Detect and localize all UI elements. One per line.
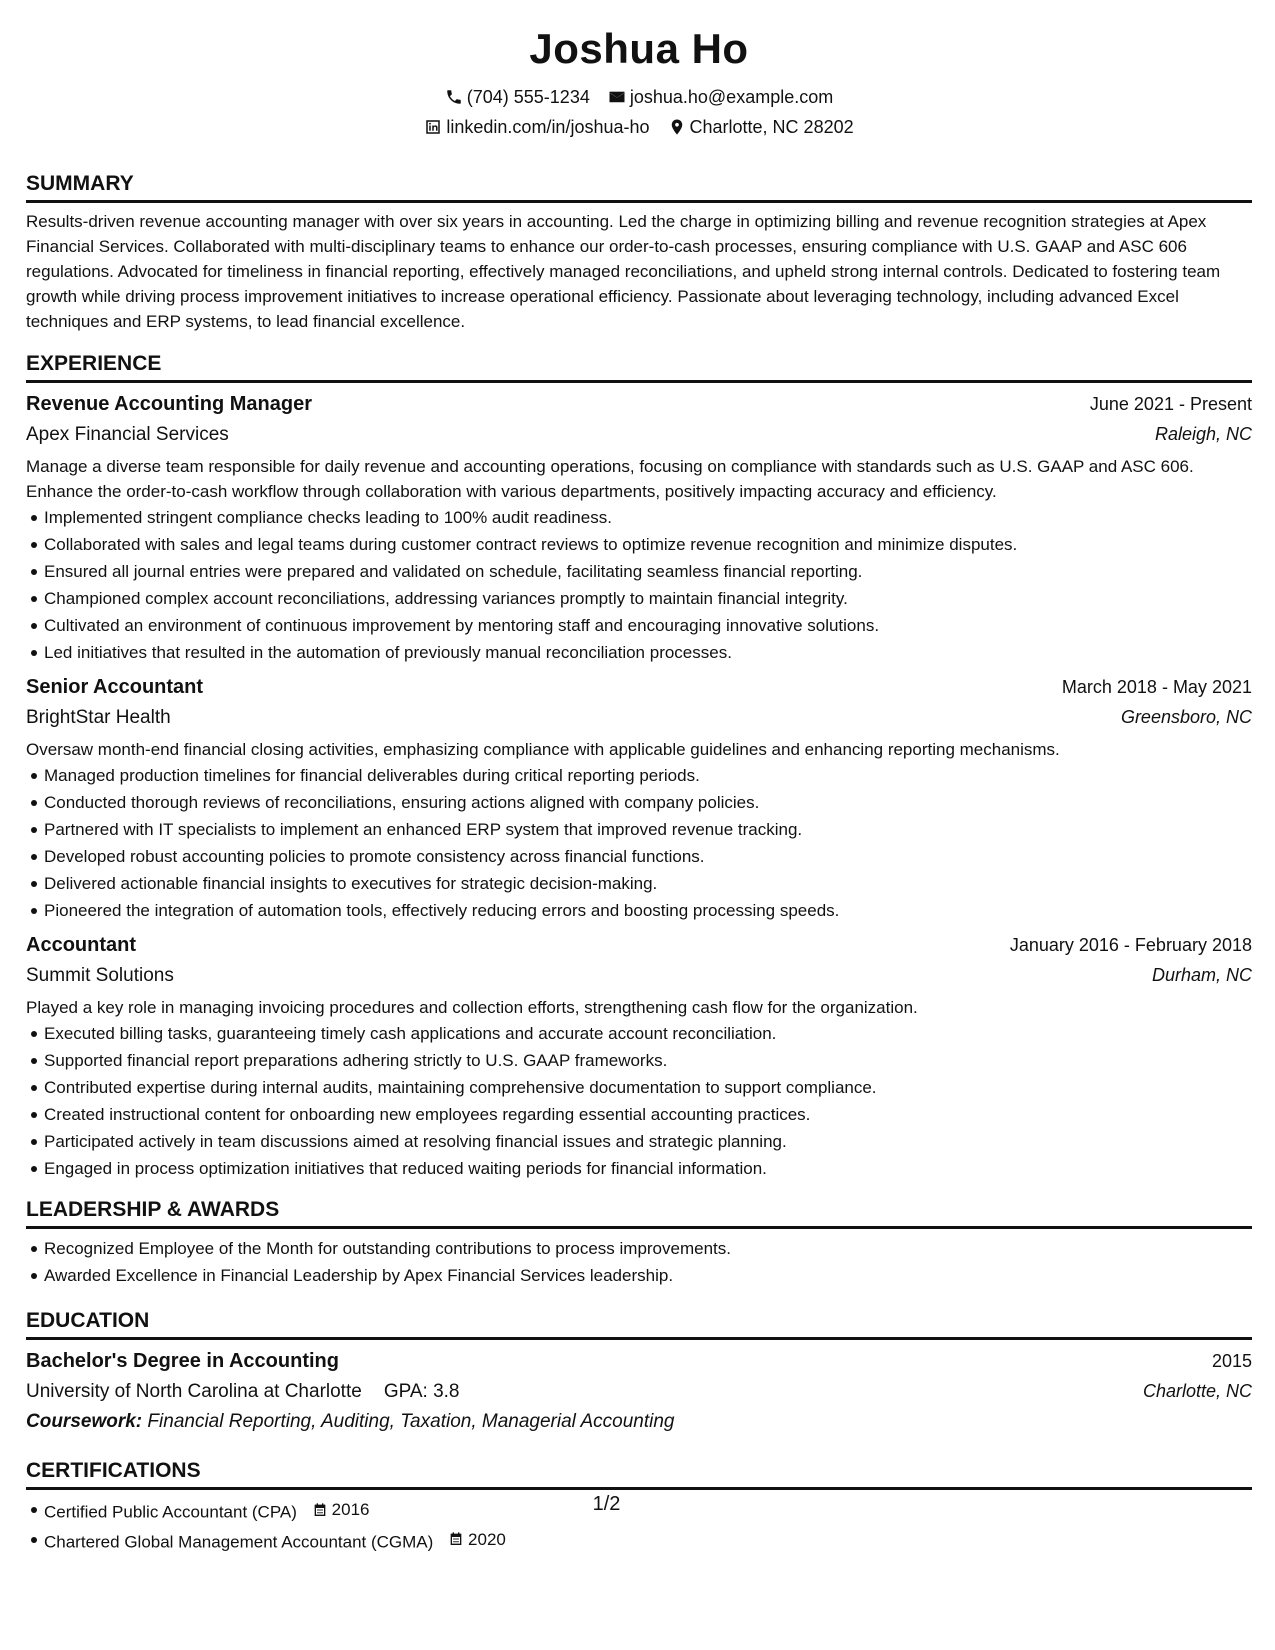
job-company: Summit Solutions	[26, 965, 174, 986]
leadership-bullets	[26, 1235, 1252, 1289]
bullet-item: Conducted thorough reviews of reconciliations, ensuring actions aligned with company policies.	[44, 789, 1252, 816]
location-text: Charlotte, NC 28202	[689, 117, 854, 137]
graduation-year: 2015	[1211, 1351, 1252, 1371]
bullet-item: Recognized Employee of the Month for outstanding contributions to process improvements.	[44, 1235, 1252, 1262]
bullet-item: Engaged in process optimization initiatives that reduced waiting periods for financial information.	[44, 1155, 1252, 1182]
certification-name: Chartered Global Management Accountant (CGMA)	[44, 1532, 434, 1551]
certification-item	[44, 1526, 1252, 1556]
section-title-leadership: LEADERSHIP & AWARDS	[26, 1196, 1252, 1229]
job-title: Accountant	[26, 934, 136, 956]
map-pin-icon	[668, 118, 686, 136]
certification-year: 2016	[331, 1500, 370, 1519]
contact-email[interactable]	[608, 82, 833, 112]
certification-year: 2020	[468, 1529, 506, 1549]
job-title: Revenue Accounting Manager	[26, 393, 312, 415]
contact-line-1	[26, 82, 1252, 112]
job-bullets	[26, 1020, 1252, 1182]
contact-line-2	[26, 112, 1252, 142]
phone-text: (704) 555-1234	[466, 87, 590, 107]
job-location: Durham, NC	[1151, 965, 1252, 985]
job-summary: Played a key role in managing invoicing procedures and collection efforts, strengthening cash flow for the organization.	[26, 998, 918, 1017]
bullet-item: Developed robust accounting policies to promote consistency across financial functions.	[44, 843, 1252, 870]
experience-section	[26, 350, 1252, 1182]
envelope-icon	[608, 88, 626, 106]
school-location: Charlotte, NC	[1142, 1381, 1252, 1401]
page-number: 1/2	[592, 1493, 621, 1515]
school-name: University of North Carolina at Charlotte	[26, 1381, 362, 1402]
section-title-certifications: CERTIFICATIONS	[26, 1457, 1252, 1490]
bullet-item: Supported financial report preparations adhering strictly to U.S. GAAP frameworks.	[44, 1047, 1252, 1074]
bullet-item: Created instructional content for onboarding new employees regarding essential accounting practices.	[44, 1101, 1252, 1128]
bullet-item: Implemented stringent compliance checks leading to 100% audit readiness.	[44, 504, 1252, 531]
job-dates: March 2018 - May 2021	[1061, 677, 1252, 697]
bullet-item: Delivered actionable financial insights to executives for strategic decision-making.	[44, 870, 1252, 897]
gpa: GPA: 3.8	[383, 1381, 460, 1402]
job-summary: Manage a diverse team responsible for daily revenue and accounting operations, focusing on compliance with standards such as U.S. GAAP and ASC 606. Enhance the order-to-cash workflow through collaboration with various departments, positively impacting accuracy and efficiency.	[26, 457, 1194, 501]
job-bullets	[26, 762, 1252, 924]
calendar-icon	[448, 1531, 464, 1547]
coursework-label: Coursework:	[26, 1411, 143, 1432]
leadership-section	[26, 1196, 1252, 1289]
bullet-item: Championed complex account reconciliations, addressing variances promptly to maintain financial integrity.	[44, 585, 1252, 612]
bullet-item: Pioneered the integration of automation tools, effectively reducing errors and boosting processing speeds.	[44, 897, 1252, 924]
bullet-item: Managed production timelines for financial deliverables during critical reporting periods.	[44, 762, 1252, 789]
job-dates: June 2021 - Present	[1089, 394, 1252, 414]
bullet-item: Led initiatives that resulted in the automation of previously manual reconciliation processes.	[44, 639, 1252, 666]
job-dates: January 2016 - February 2018	[1009, 935, 1252, 955]
job-location: Greensboro, NC	[1120, 707, 1252, 727]
bullet-item: Collaborated with sales and legal teams during customer contract reviews to optimize revenue recognition and minimize disputes.	[44, 531, 1252, 558]
school-line	[26, 1377, 460, 1407]
contact-linkedin[interactable]	[424, 112, 649, 142]
section-title-education: EDUCATION	[26, 1307, 1252, 1340]
summary-text: Results-driven revenue accounting manager with over six years in accounting. Led the charge in optimizing billing and revenue recognition strategies at Apex Financial Services. Collaborated with multi-disciplinary teams to enhance our order-to-cash processes, ensuring compliance with U.S. GAAP and ASC 606 regulations. Advocated for timeliness in financial reporting, effectively managed reconciliations, and upheld strong internal controls. Dedicated to fostering team growth while driving process improvement initiatives to increase operational efficiency. Passionate about leveraging technology, including advanced Excel techniques and ERP systems, to lead financial excellence.	[26, 212, 1221, 331]
resume-page	[26, 20, 1252, 1555]
section-title-experience: EXPERIENCE	[26, 350, 1252, 383]
job-company: BrightStar Health	[26, 707, 171, 728]
education-section	[26, 1307, 1252, 1437]
job-entry	[26, 672, 1252, 924]
bullet-item: Ensured all journal entries were prepared and validated on schedule, facilitating seamless financial reporting.	[44, 558, 1252, 585]
email-link[interactable]: joshua.ho@example.com	[629, 87, 834, 107]
summary-section	[26, 170, 1252, 334]
certification-name: Certified Public Accountant (CPA)	[44, 1502, 297, 1522]
phone-icon	[445, 88, 463, 106]
job-location: Raleigh, NC	[1154, 424, 1252, 444]
bullet-item: Partnered with IT specialists to implement an enhanced ERP system that improved revenue tracking.	[44, 816, 1252, 843]
section-title-summary: SUMMARY	[26, 170, 1252, 203]
job-summary: Oversaw month-end financial closing activities, emphasizing compliance with applicable guidelines and enhancing reporting mechanisms.	[26, 740, 1060, 759]
contact-phone	[445, 82, 590, 112]
coursework-line	[26, 1407, 1252, 1437]
coursework-list: Financial Reporting, Auditing, Taxation, Managerial Accounting	[147, 1411, 675, 1432]
linkedin-link[interactable]: linkedin.com/in/joshua-ho	[446, 117, 650, 137]
bullet-item: Awarded Excellence in Financial Leadership by Apex Financial Services leadership.	[44, 1262, 1252, 1289]
bullet-item: Cultivated an environment of continuous improvement by mentoring staff and encouraging innovative solutions.	[44, 612, 1252, 639]
job-entry	[26, 930, 1252, 1182]
bullet-item: Participated actively in team discussions aimed at resolving financial issues and strategic planning.	[44, 1128, 1252, 1155]
job-bullets	[26, 504, 1252, 666]
bullet-item: Executed billing tasks, guaranteeing timely cash applications and accurate account reconciliation.	[44, 1020, 1252, 1047]
job-entry	[26, 389, 1252, 666]
linkedin-icon	[424, 118, 442, 136]
candidate-name: Joshua Ho	[529, 25, 749, 72]
contact-location	[668, 112, 854, 142]
job-title: Senior Accountant	[26, 676, 204, 698]
job-company: Apex Financial Services	[26, 424, 229, 445]
degree-title: Bachelor's Degree in Accounting	[26, 1350, 339, 1372]
bullet-item: Contributed expertise during internal audits, maintaining comprehensive documentation to support compliance.	[44, 1074, 1252, 1101]
certification-date	[448, 1526, 506, 1553]
